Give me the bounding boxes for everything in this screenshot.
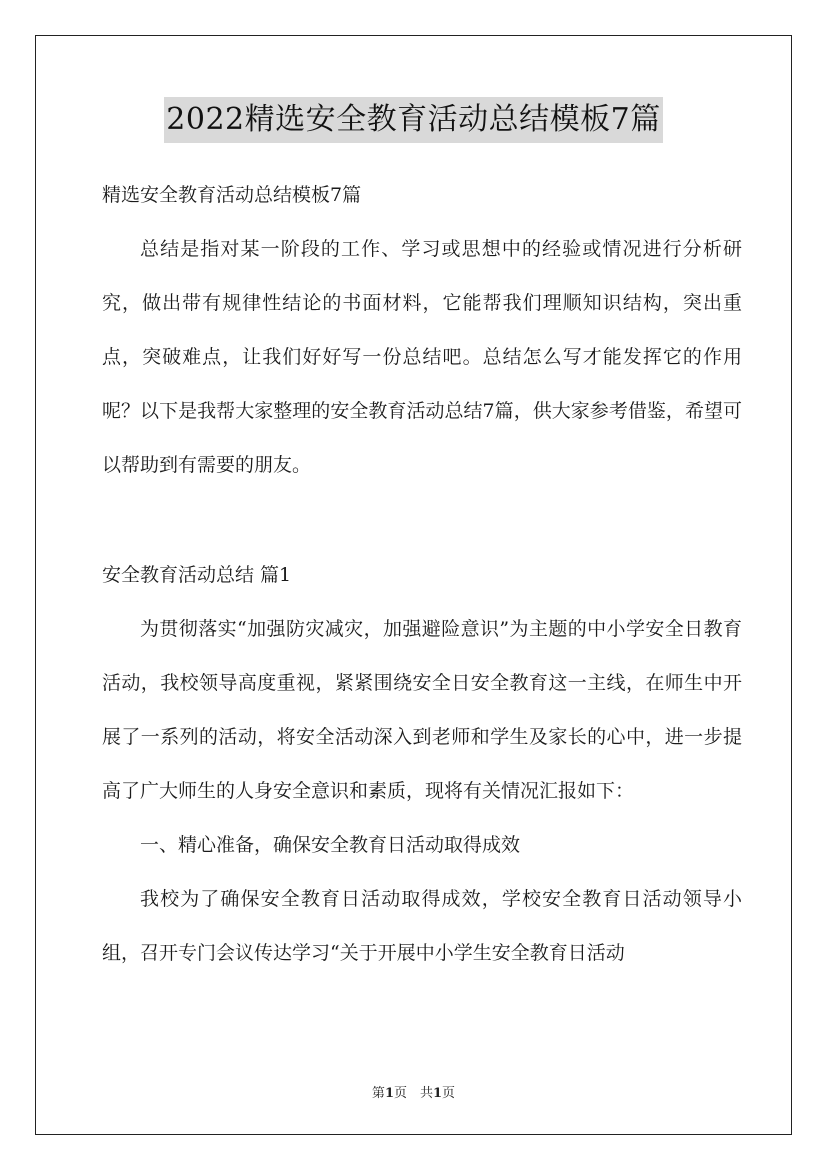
section-paragraph-1: 为贯彻落实“加强防灾减灾，加强避险意识”为主题的中小学安全日教育活动，我校领导高度重视，紧紧围绕安全日安全教育这一主线，在师生中开展了一系列的活动，将安全活动深入到老师和学生及家长的心中，进一步提高了广大师生的人身安全意识和素质，现将有关情况汇报如下： [102, 618, 742, 802]
document-subtitle: 精选安全教育活动总结模板7篇 [102, 184, 362, 206]
footer-page-total: 1 [433, 1086, 443, 1101]
document-title: 2022精选安全教育活动总结模板7篇 [164, 97, 662, 143]
section-paragraph-2: 我校为了确保安全教育日活动取得成效，学校安全教育日活动领导小组，召开专门会议传达学习“关于开展中小学生安全教育日活动 [102, 888, 742, 964]
footer-mid: 页 共 [393, 1086, 433, 1101]
section-body [102, 602, 742, 980]
page-footer [0, 1082, 827, 1101]
footer-suffix: 页 [442, 1086, 456, 1101]
footer-page-number: 1 [384, 1086, 394, 1101]
footer-prefix: 第 [371, 1086, 385, 1101]
section-subheading: 一、精心准备，确保安全教育日活动取得成效 [140, 834, 521, 856]
intro-paragraph: 总结是指对某一阶段的工作、学习或思想中的经验或情况进行分析研究，做出带有规律性结论的书面材料，它能帮我们理顺知识结构，突出重点，突破难点，让我们好好写一份总结吧。总结怎么写才能发挥它的作用呢？以下是我帮大家整理的安全教育活动总结7篇，供大家参考借鉴，希望可以帮助到有需要的朋友。 [102, 238, 742, 476]
section-heading: 安全教育活动总结 篇1 [102, 564, 292, 586]
title-container [0, 97, 827, 143]
